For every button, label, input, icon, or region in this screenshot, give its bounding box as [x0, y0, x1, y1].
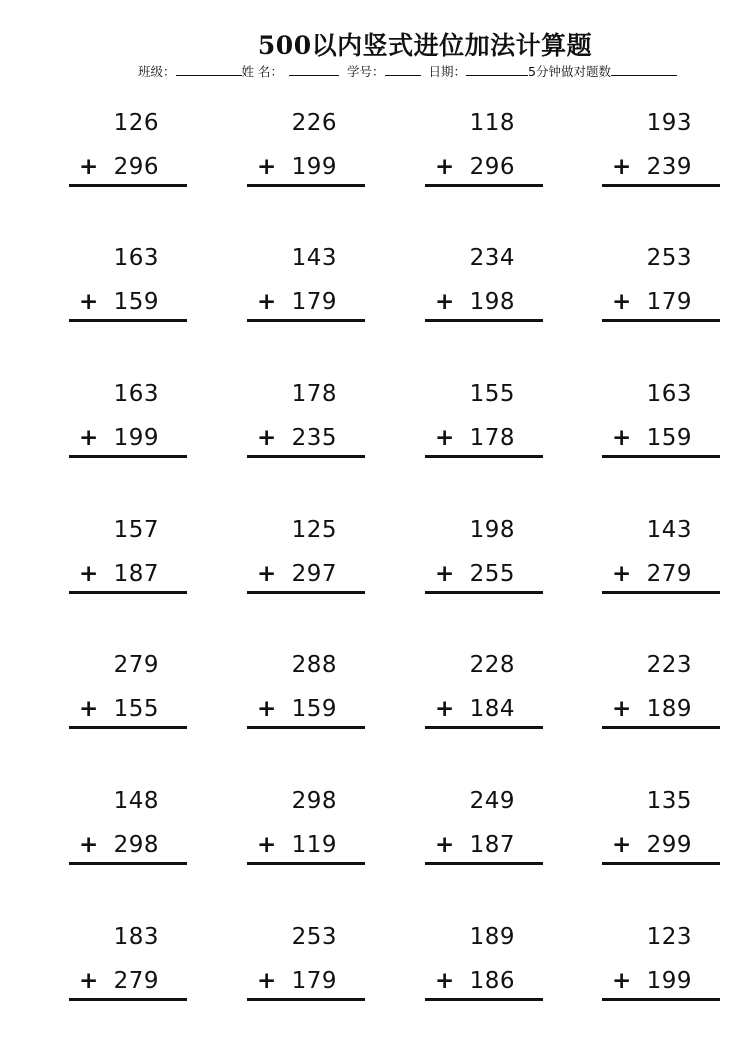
plus-sign: +	[79, 425, 99, 451]
plus-sign: +	[612, 289, 632, 315]
date-blank	[466, 63, 528, 76]
addition-problem	[425, 916, 543, 1026]
name-label: 姓 名：	[241, 64, 283, 79]
answer-line	[247, 184, 365, 187]
addition-problem	[247, 102, 365, 212]
addend-top: 198	[469, 517, 515, 543]
addend-top: 135	[646, 788, 692, 814]
addend-bottom: 179	[291, 968, 337, 994]
addend-top: 155	[469, 381, 515, 407]
answer-line	[247, 319, 365, 322]
answer-line	[69, 455, 187, 458]
addition-problem	[602, 509, 720, 619]
addend-top: 279	[113, 652, 159, 678]
addend-bottom: 296	[469, 154, 515, 180]
addend-bottom: 184	[469, 696, 515, 722]
date-label: 日期：	[428, 64, 466, 79]
addition-problem	[425, 509, 543, 619]
answer-line	[602, 319, 720, 322]
answer-line	[425, 184, 543, 187]
plus-sign: +	[79, 968, 99, 994]
addend-top: 183	[113, 924, 159, 950]
addend-top: 143	[646, 517, 692, 543]
score-blank	[611, 63, 677, 76]
class-label: 班级：	[138, 64, 176, 79]
plus-sign: +	[435, 696, 455, 722]
plus-sign: +	[79, 561, 99, 587]
score-label: 5分钟做对题数	[528, 64, 611, 79]
class-blank	[176, 63, 242, 76]
addend-bottom: 199	[113, 425, 159, 451]
addition-problem	[602, 916, 720, 1026]
addition-problem	[602, 644, 720, 754]
plus-sign: +	[79, 832, 99, 858]
answer-line	[425, 455, 543, 458]
addend-bottom: 178	[469, 425, 515, 451]
answer-line	[69, 591, 187, 594]
plus-sign: +	[257, 561, 277, 587]
name-blank	[289, 63, 339, 76]
answer-line	[425, 591, 543, 594]
addend-bottom: 159	[113, 289, 159, 315]
addend-bottom: 199	[291, 154, 337, 180]
addend-top: 223	[646, 652, 692, 678]
answer-line	[602, 591, 720, 594]
addend-top: 163	[113, 381, 159, 407]
plus-sign: +	[612, 154, 632, 180]
answer-line	[602, 862, 720, 865]
plus-sign: +	[612, 561, 632, 587]
addition-problem	[602, 373, 720, 483]
addend-top: 163	[113, 245, 159, 271]
addition-problem	[69, 644, 187, 754]
addend-bottom: 179	[291, 289, 337, 315]
answer-line	[69, 862, 187, 865]
answer-line	[69, 998, 187, 1001]
addend-top: 288	[291, 652, 337, 678]
addend-top: 143	[291, 245, 337, 271]
addend-top: 126	[113, 110, 159, 136]
answer-line	[247, 455, 365, 458]
plus-sign: +	[257, 832, 277, 858]
plus-sign: +	[435, 832, 455, 858]
addend-top: 228	[469, 652, 515, 678]
worksheet-title: 500以内竖式进位加法计算题	[257, 31, 593, 60]
answer-line	[602, 455, 720, 458]
addition-problem	[425, 780, 543, 890]
answer-line	[602, 184, 720, 187]
addend-bottom: 179	[646, 289, 692, 315]
addition-problem	[602, 102, 720, 212]
addend-bottom: 298	[113, 832, 159, 858]
plus-sign: +	[435, 561, 455, 587]
addend-top: 163	[646, 381, 692, 407]
addition-problem	[69, 509, 187, 619]
plus-sign: +	[435, 968, 455, 994]
addition-problem	[602, 780, 720, 890]
addition-problem	[425, 644, 543, 754]
addend-bottom: 279	[646, 561, 692, 587]
answer-line	[247, 998, 365, 1001]
plus-sign: +	[435, 154, 455, 180]
addend-bottom: 187	[113, 561, 159, 587]
addition-problem	[69, 780, 187, 890]
addition-problem	[425, 373, 543, 483]
addend-bottom: 155	[113, 696, 159, 722]
plus-sign: +	[612, 832, 632, 858]
student-info-line	[138, 62, 677, 80]
addition-problem	[69, 916, 187, 1026]
addition-problem	[247, 916, 365, 1026]
addend-top: 253	[291, 924, 337, 950]
answer-line	[69, 184, 187, 187]
plus-sign: +	[257, 696, 277, 722]
addend-bottom: 296	[113, 154, 159, 180]
addend-top: 118	[469, 110, 515, 136]
addend-top: 193	[646, 110, 692, 136]
addend-bottom: 199	[646, 968, 692, 994]
id-blank	[385, 63, 421, 76]
plus-sign: +	[612, 696, 632, 722]
addend-bottom: 255	[469, 561, 515, 587]
answer-line	[69, 319, 187, 322]
addend-bottom: 297	[291, 561, 337, 587]
addend-bottom: 186	[469, 968, 515, 994]
plus-sign: +	[79, 696, 99, 722]
addend-bottom: 279	[113, 968, 159, 994]
id-label: 学号：	[346, 64, 385, 79]
addend-bottom: 235	[291, 425, 337, 451]
answer-line	[247, 591, 365, 594]
addition-problem	[602, 237, 720, 347]
plus-sign: +	[257, 425, 277, 451]
addend-bottom: 159	[646, 425, 692, 451]
addend-top: 157	[113, 517, 159, 543]
addend-bottom: 187	[469, 832, 515, 858]
addend-bottom: 239	[646, 154, 692, 180]
addition-problem	[69, 237, 187, 347]
addition-problem	[247, 237, 365, 347]
answer-line	[425, 726, 543, 729]
plus-sign: +	[257, 154, 277, 180]
plus-sign: +	[612, 968, 632, 994]
addend-top: 298	[291, 788, 337, 814]
answer-line	[247, 862, 365, 865]
addition-problem	[247, 509, 365, 619]
plus-sign: +	[79, 289, 99, 315]
addition-problem	[425, 102, 543, 212]
addend-bottom: 189	[646, 696, 692, 722]
answer-line	[602, 998, 720, 1001]
addend-top: 123	[646, 924, 692, 950]
addend-top: 125	[291, 517, 337, 543]
addition-problem	[69, 102, 187, 212]
addition-problem	[69, 373, 187, 483]
addend-top: 226	[291, 110, 337, 136]
addend-top: 189	[469, 924, 515, 950]
plus-sign: +	[435, 425, 455, 451]
addition-problem	[247, 780, 365, 890]
addition-problem	[247, 373, 365, 483]
answer-line	[69, 726, 187, 729]
answer-line	[425, 998, 543, 1001]
addend-bottom: 119	[291, 832, 337, 858]
addend-top: 178	[291, 381, 337, 407]
plus-sign: +	[79, 154, 99, 180]
plus-sign: +	[435, 289, 455, 315]
addend-top: 253	[646, 245, 692, 271]
answer-line	[247, 726, 365, 729]
addition-problem	[425, 237, 543, 347]
answer-line	[602, 726, 720, 729]
answer-line	[425, 862, 543, 865]
addend-top: 249	[469, 788, 515, 814]
addend-bottom: 299	[646, 832, 692, 858]
addend-top: 148	[113, 788, 159, 814]
addend-bottom: 159	[291, 696, 337, 722]
plus-sign: +	[257, 968, 277, 994]
addend-top: 234	[469, 245, 515, 271]
answer-line	[425, 319, 543, 322]
plus-sign: +	[257, 289, 277, 315]
addend-bottom: 198	[469, 289, 515, 315]
addition-problem	[247, 644, 365, 754]
plus-sign: +	[612, 425, 632, 451]
